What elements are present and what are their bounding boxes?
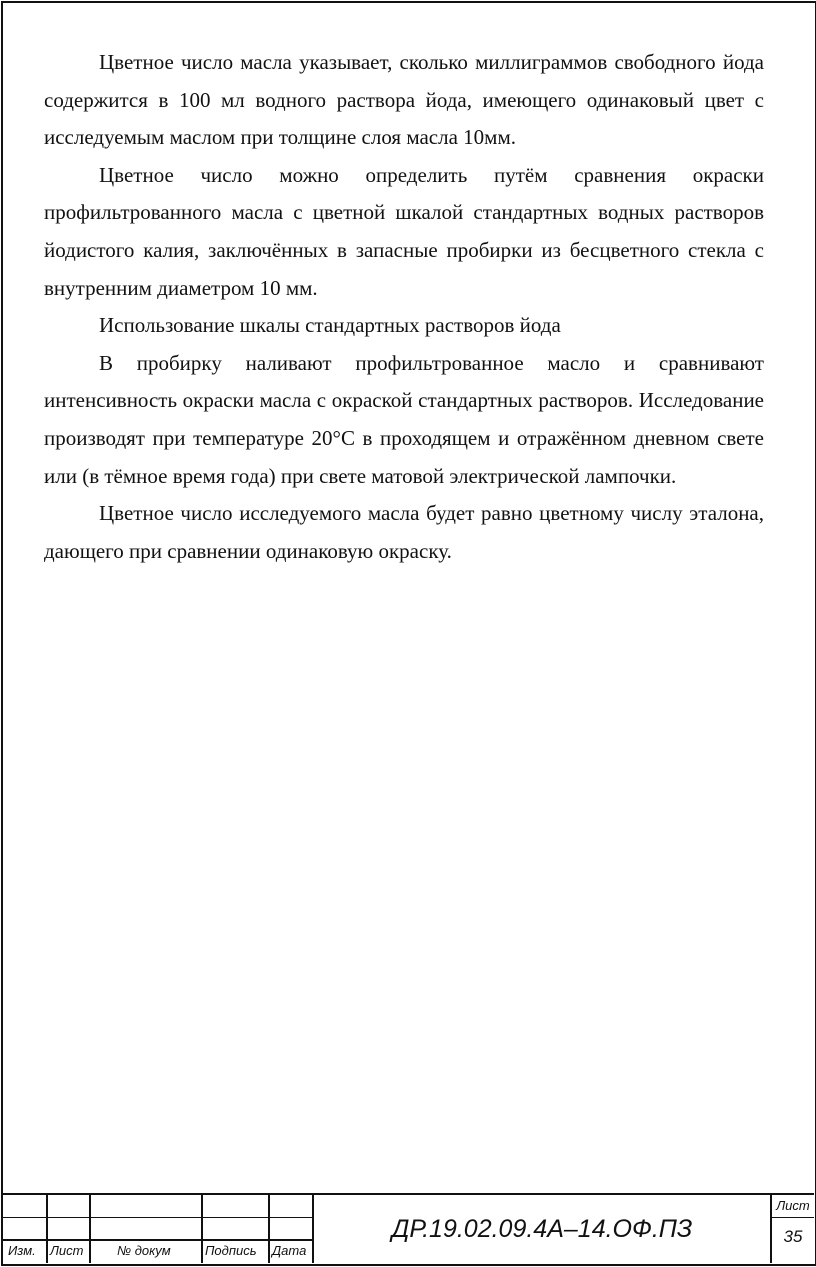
sheet-box-line xyxy=(770,1217,814,1218)
paragraph: Цветное число масла указывает, сколько миллиграммов свободного йода содержится в 100 мл водного раствора йода, имеющего одинаковый цвет с исследуемым маслом при толщине слоя масла 10мм. xyxy=(44,50,764,150)
stamp-col-line xyxy=(268,1195,270,1263)
sheet-label: Лист xyxy=(776,1198,810,1213)
stamp-col-line xyxy=(89,1195,91,1263)
paragraph: Цветное число можно определить путём сравнения окраски профильтрованного масла с цветной шкалой стандартных водных растворов йодистого калия, заключённых в запасные пробирки из бесцветного стекла с внутренним диаметром 10 мм. xyxy=(44,162,764,300)
stamp-row-line xyxy=(2,1239,312,1241)
paragraph: Использование шкалы стандартных растворов йода xyxy=(99,313,561,338)
document-code: ДР.19.02.09.4А–14.ОФ.ПЗ xyxy=(391,1214,693,1243)
stamp-col-line xyxy=(46,1195,48,1263)
stamp-label-izm: Изм. xyxy=(8,1243,36,1258)
stamp-label-sign: Подпись xyxy=(205,1243,257,1258)
stamp-label-date: Дата xyxy=(272,1243,307,1258)
stamp-label-list: Лист xyxy=(50,1243,84,1258)
paragraph: В пробирку наливают профильтрованное масло и сравнивают интенсивность окраски масла с окраской стандартных растворов. Исследование производят при температуре 20°С в проходящем и отражённом дневном свете или (в тёмное время года) при свете матовой электрической лампочки. xyxy=(44,350,764,488)
document-body xyxy=(44,44,764,570)
paragraph: Цветное число исследуемого масла будет равно цветному числу эталона, дающего при сравнении одинаковую окраску. xyxy=(44,501,764,563)
sheet-number: 35 xyxy=(783,1227,803,1246)
stamp-row-line xyxy=(2,1217,312,1218)
stamp-col-line xyxy=(201,1195,203,1263)
stamp-label-doc: № докум xyxy=(117,1243,171,1258)
title-block xyxy=(2,1193,814,1263)
